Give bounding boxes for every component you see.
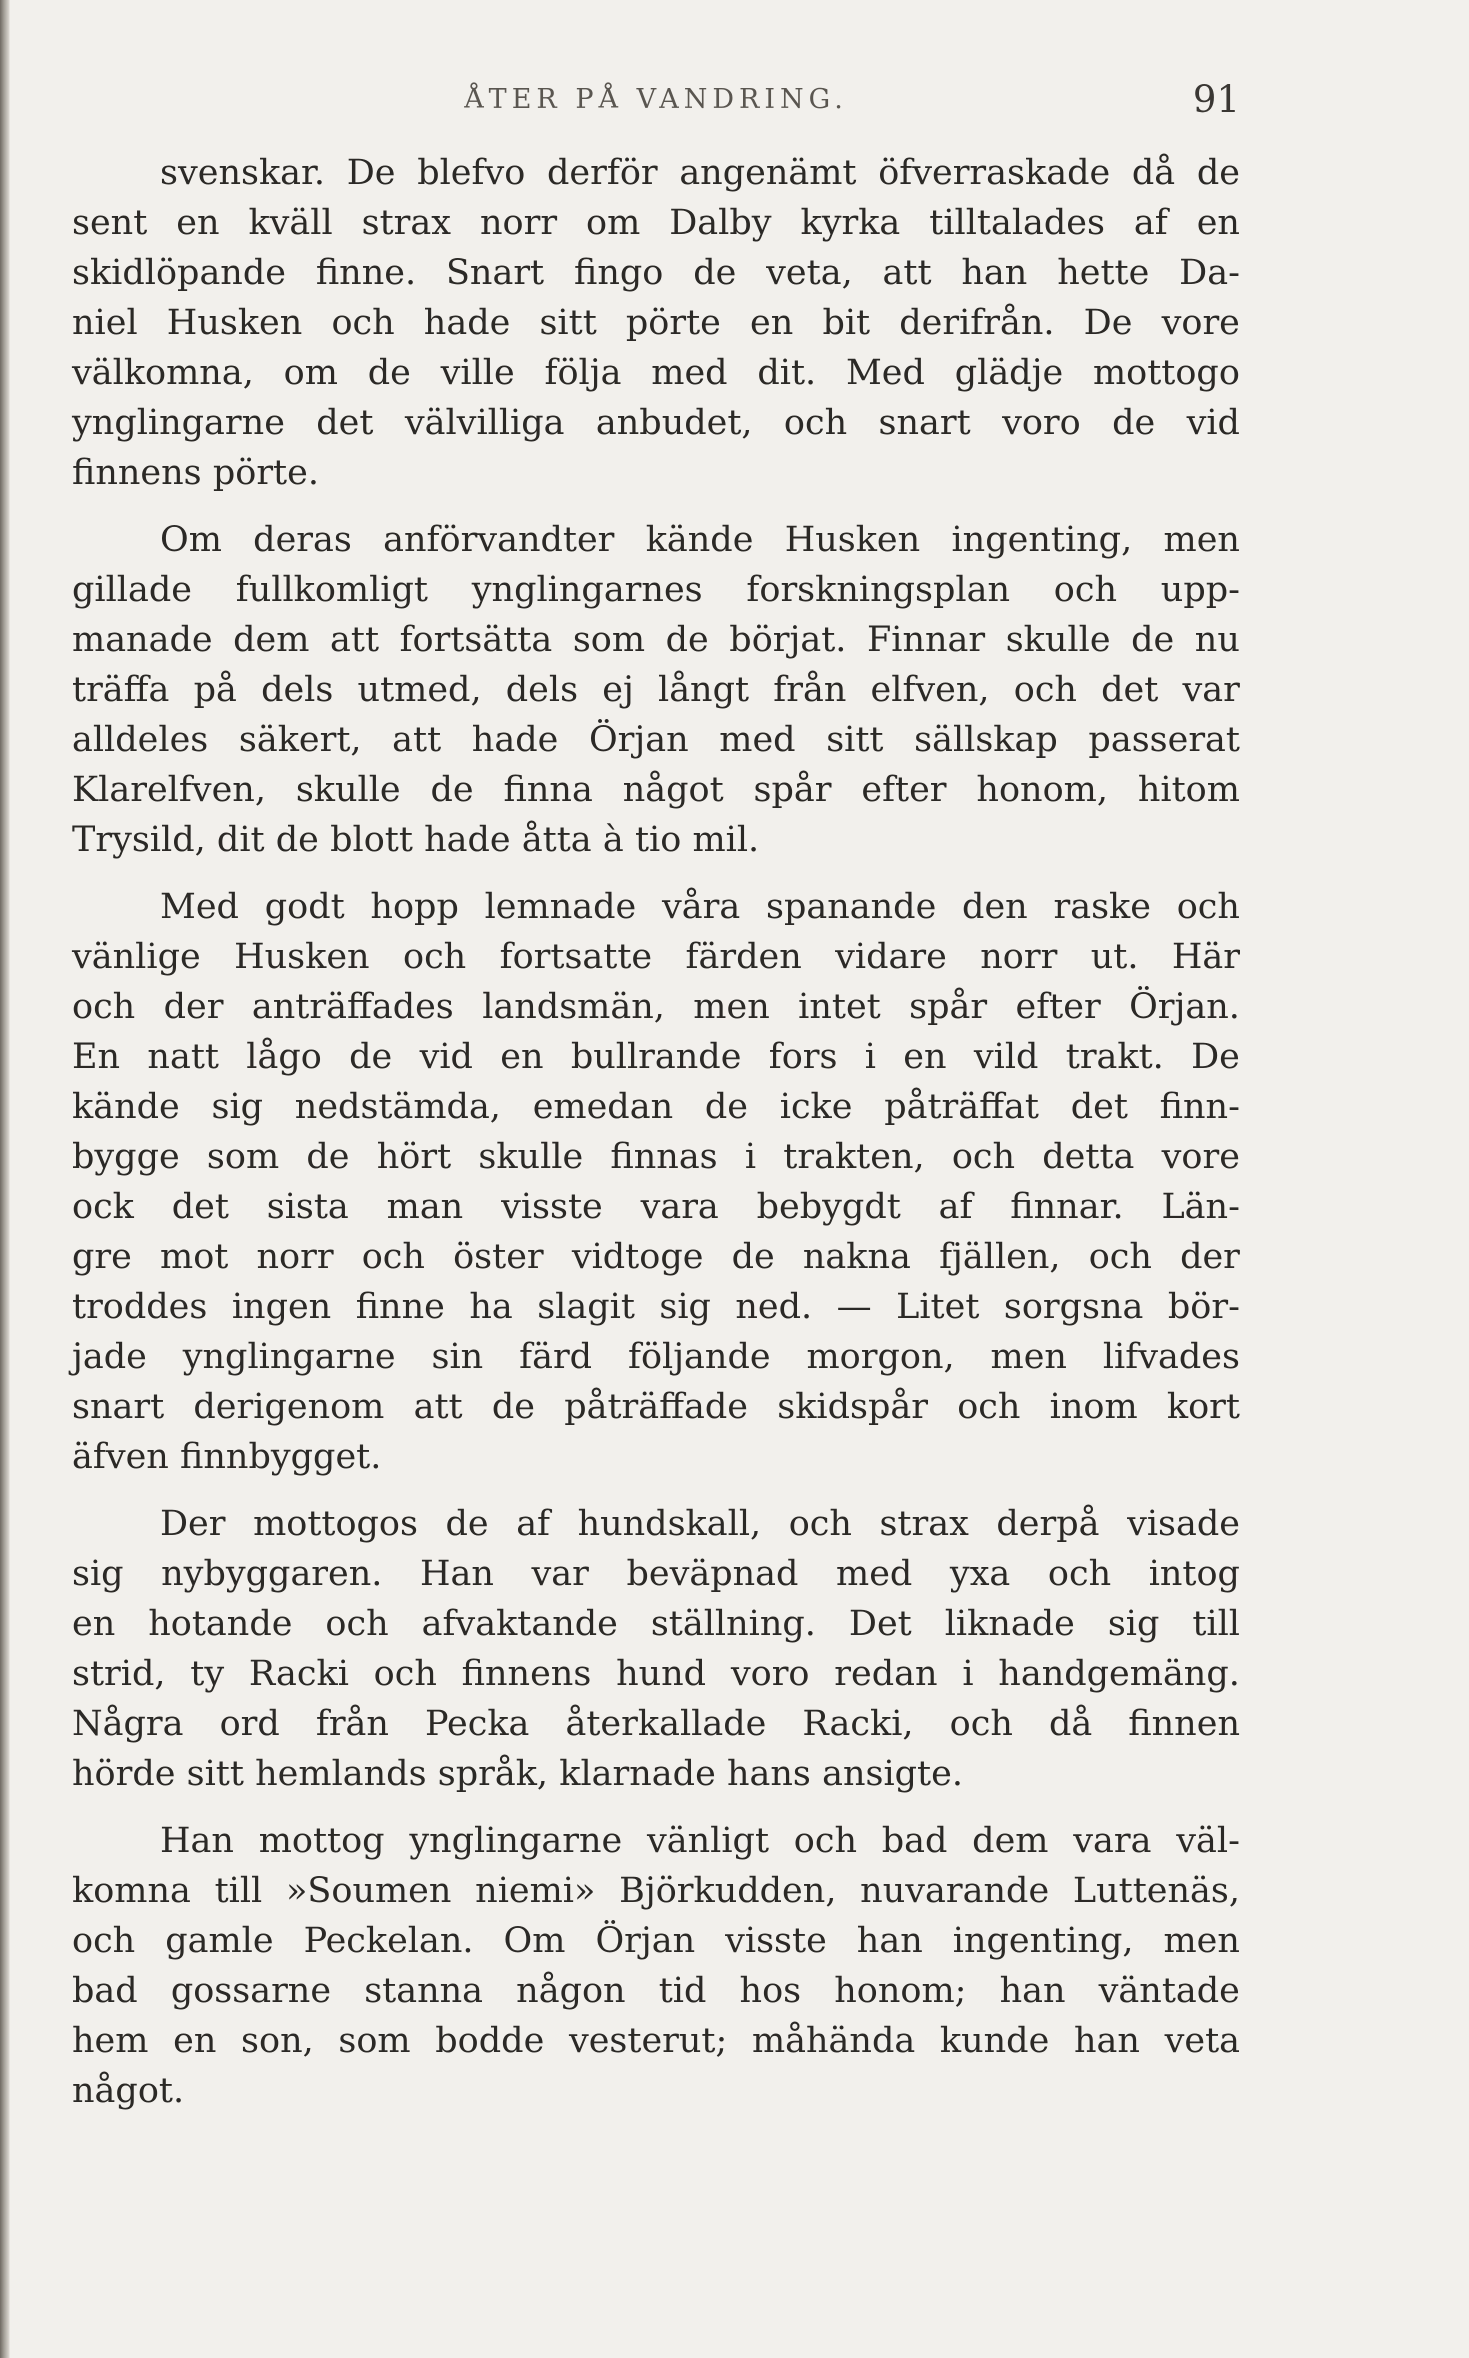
text-line: manade dem att fortsätta som de börjat. Finnar skulle de nu xyxy=(72,620,1240,660)
text-line: bygge som de hört skulle finnas i trakten, och detta vore xyxy=(72,1137,1240,1177)
text-line: Klarelfven, skulle de finna något spår efter honom, hitom xyxy=(72,770,1240,810)
text-line: hem en son, som bodde vesterut; måhända kunde han veta xyxy=(72,2021,1240,2061)
text-line: svenskar. De blefvo derför angenämt öfverraskade då de xyxy=(160,153,1240,193)
text-line: vänlige Husken och fortsatte färden vidare norr ut. Här xyxy=(72,937,1240,977)
text-line: Trysild, dit de blott hade åtta à tio mil. xyxy=(72,820,760,860)
paragraph xyxy=(72,882,1240,1482)
page-header xyxy=(72,78,1240,124)
text-line: finnens pörte. xyxy=(72,453,319,493)
paragraph xyxy=(72,1499,1240,1799)
text-line: träffa på dels utmed, dels ej långt från elfven, och det var xyxy=(72,670,1240,710)
text-line: gre mot norr och öster vidtoge de nakna fjällen, och der xyxy=(72,1237,1240,1277)
text-line: ock det sista man visste vara bebygdt af finnar. Län- xyxy=(72,1187,1240,1227)
text-line: något. xyxy=(72,2071,185,2111)
text-line: komna till »Soumen niemi» Björkudden, nuvarande Luttenäs, xyxy=(72,1871,1240,1911)
text-line: troddes ingen finne ha slagit sig ned. — Litet sorgsna bör- xyxy=(72,1287,1240,1327)
paragraph xyxy=(72,515,1240,865)
text-line: Han mottog ynglingarne vänligt och bad dem vara väl- xyxy=(160,1821,1240,1861)
text-line: strid, ty Racki och finnens hund voro redan i handgemäng. xyxy=(72,1654,1240,1694)
page-number: 91 xyxy=(1192,78,1240,121)
text-line: alldeles säkert, att hade Örjan med sitt sällskap passerat xyxy=(72,720,1240,760)
text-line: Några ord från Pecka återkallade Racki, och då finnen xyxy=(72,1704,1240,1744)
paragraph xyxy=(72,1816,1240,2116)
text-line: niel Husken och hade sitt pörte en bit derifrån. De vore xyxy=(72,303,1240,343)
text-line: kände sig nedstämda, emedan de icke påträffat det finn- xyxy=(72,1087,1240,1127)
text-line: Med godt hopp lemnade våra spanande den raske och xyxy=(160,887,1240,927)
text-line: jade ynglingarne sin färd följande morgon, men lifvades xyxy=(72,1337,1240,1377)
text-line: snart derigenom att de påträffade skidspår och inom kort xyxy=(72,1387,1240,1427)
paragraph xyxy=(72,148,1240,498)
text-line: bad gossarne stanna någon tid hos honom; han väntade xyxy=(72,1971,1240,2011)
text-line: ynglingarne det välvilliga anbudet, och snart voro de vid xyxy=(72,403,1240,443)
text-line: och gamle Peckelan. Om Örjan visste han ingenting, men xyxy=(72,1921,1240,1961)
text-line: en hotande och afvaktande ställning. Det liknade sig till xyxy=(72,1604,1240,1644)
text-line: och der anträffades landsmän, men intet spår efter Örjan. xyxy=(72,987,1240,1027)
text-line: hörde sitt hemlands språk, klarnade hans ansigte. xyxy=(72,1754,963,1794)
body-text xyxy=(72,148,1240,2133)
running-head: ÅTER PÅ VANDRING. xyxy=(464,84,848,115)
text-line: skidlöpande finne. Snart fingo de veta, att han hette Da- xyxy=(72,253,1240,293)
text-line: Der mottogos de af hundskall, och strax derpå visade xyxy=(160,1504,1240,1544)
text-line: välkomna, om de ville följa med dit. Med glädje mottogo xyxy=(72,353,1240,393)
text-line: gillade fullkomligt ynglingarnes forskningsplan och upp- xyxy=(72,570,1240,610)
text-line: sig nybyggaren. Han var beväpnad med yxa och intog xyxy=(72,1554,1240,1594)
text-line: sent en kväll strax norr om Dalby kyrka tilltalades af en xyxy=(72,203,1240,243)
text-line: En natt lågo de vid en bullrande fors i en vild trakt. De xyxy=(72,1037,1240,1077)
page-binding-edge xyxy=(0,0,10,2358)
text-line: Om deras anförvandter kände Husken ingenting, men xyxy=(160,520,1240,560)
text-line: äfven finnbygget. xyxy=(72,1437,382,1477)
